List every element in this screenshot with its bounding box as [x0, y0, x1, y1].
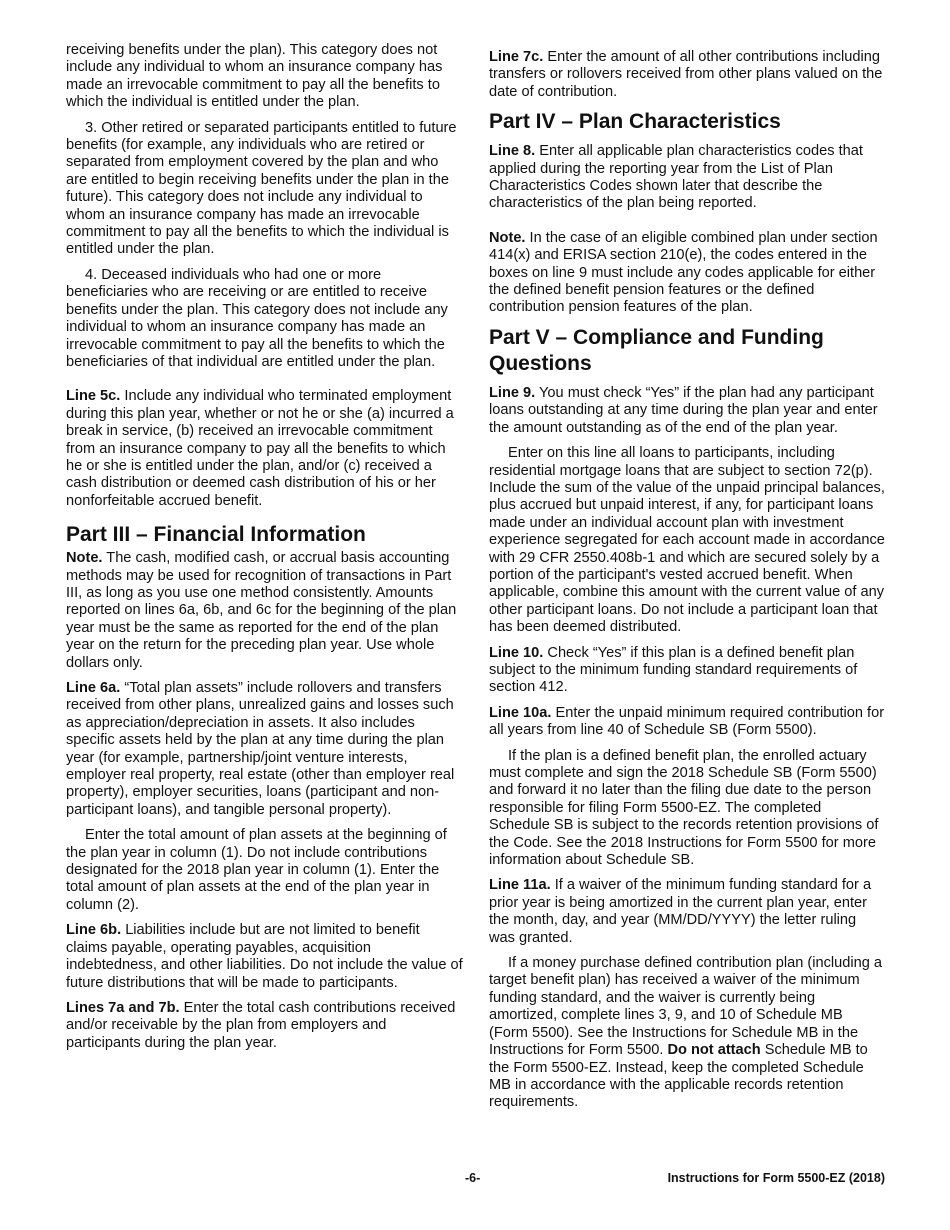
- line-8-text: Enter all applicable plan characteristics codes that applied during the reporting year from the List of Plan Characteristics Codes shown later that describe the characteristics of the plan being reported.: [489, 143, 863, 212]
- line-5c-text: Include any individual who terminated employment during this plan year, whether or not he or she (a) incurred a break in service, (b) received an irrevocable commitment from an insurance company to pay all the benefits to which he or she is entitled under the plan, and/or (c) received a cash distribution or deemed cash distribution of his or her nonforfeitable accrued benefit.: [66, 388, 454, 509]
- line-5c-label: Line 5c.: [66, 388, 121, 405]
- document-title: Instructions for Form 5500-EZ (2018): [667, 1171, 885, 1185]
- line-8-label: Line 8.: [489, 143, 536, 160]
- line-10-text: Check “Yes” if this plan is a defined benefit plan subject to the minimum funding standard requirements of section 412.: [489, 644, 858, 696]
- paragraph-line-6b: [66, 922, 463, 992]
- line-9-text: You must check “Yes” if the plan had any participant loans outstanding at any time during the plan year and enter the amount outstanding as of the end of the plan year.: [489, 384, 878, 436]
- paragraph-lines-7a-7b: [66, 1000, 463, 1052]
- part-5-heading: Part V – Compliance and Funding Questions: [489, 325, 824, 375]
- part-3-heading: Part III – Financial Information: [66, 523, 366, 547]
- lines-7a-7b-text: Enter the total cash contributions received and/or receivable by the plan from employers and participants during the plan year.: [66, 999, 456, 1051]
- line-7c-label: Line 7c.: [489, 49, 544, 65]
- paragraph-line-5c: [66, 388, 463, 510]
- line-6a-text: “Total plan assets” include rollovers and transfers received from other plans, unrealized gains and losses such as appreciation/depreciation in assets. It also includes specific assets held by the plan at any time during the plan year (for example, partnership/joint venture interests, employer real property, real estate (other than employer real property), employer securities, loans (participant and non-participant loans), and tangible personal property).: [66, 680, 455, 818]
- line-11a-label: Line 11a.: [489, 877, 551, 894]
- paragraph-line-8: [489, 143, 885, 213]
- lines-7a-7b-label: Lines 7a and 7b.: [66, 999, 180, 1016]
- note-text: In the case of an eligible combined plan under section 414(x) and ERISA section 210(e), the codes entered in the boxes on line 9 must include any codes applicable for either the defined benefit pension features or the defined contribution pension features of the plan.: [489, 229, 878, 316]
- paragraph-line-10a-continued: If the plan is a defined benefit plan, the enrolled actuary must complete and sign the 2018 Schedule SB (Form 5500) and forward it no later than the filing due date to the person responsible for filing Form 5500-EZ. The completed Schedule SB is subject to the records retention provisions of the Code. See the 2018 Instructions for Form 5500 for more information about Schedule SB.: [489, 747, 879, 869]
- paragraph-line-6a-continued: Enter the total amount of plan assets at the beginning of the plan year in column (1). Do not include contributions designated for the 2018 plan year in column (1). Enter the total amount of plan assets at the end of the plan year in column (2).: [66, 827, 447, 913]
- line-11a-p2-text-a: If a money purchase defined contribution plan (including a target benefit plan) has received a waiver of the minimum funding standard, and the waiver is currently being amortized, complete lines 3, 9, and 10 of Schedule MB (Form 5500). See the Instructions for Schedule MB in the Instructions for Form 5500.: [489, 955, 883, 1059]
- line-6b-label: Line 6b.: [66, 922, 122, 939]
- note-label: Note.: [489, 229, 526, 246]
- note-text: The cash, modified cash, or accrual basis accounting methods may be used for recognition of transactions in Part III, as long as you use one method consistently. Amounts reported on lines 6a, 6b, and 6c for the beginning of the plan year must be the same as reported for the end of the plan year on the return for the preceding plan year. Use whole dollars only.: [66, 550, 457, 671]
- line-7c-text: Enter the amount of all other contributions including transfers or rollovers received from other plans valued on the date of contribution.: [489, 49, 883, 100]
- paragraph-line-10a: [489, 705, 885, 740]
- paragraph-category-4: 4. Deceased individuals who had one or more beneficiaries who are receiving or are entitled to receive benefits under the plan. This category does not include any individual to whom an insurance company has made an irrevocable commitment to pay all the benefits to which the beneficiaries of that individual are entitled under the plan.: [66, 266, 448, 370]
- line-10a-text: Enter the unpaid minimum required contribution for all years from line 40 of Schedule SB (Form 5500).: [489, 704, 885, 739]
- paragraph-line-9-continued: Enter on this line all loans to participants, including residential mortgage loans that are subject to section 72(p). Include the sum of the value of the unpaid principal balances, plus accrued but unpaid interest, if any, for participant loans made under an individual account plan with investment experience segregated for each account made in accordance with 29 CFR 2550.408b-1 and which are secured solely by a portion of the participant's vested accrued benefit. When applicable, combine this amount with the current value of any other participant loans. Do not include a participant loan that has been deemed distributed.: [489, 445, 885, 636]
- page-number: -6-: [465, 1171, 481, 1185]
- line-6b-text: Liabilities include but are not limited to benefit claims payable, operating payables, acquisition indebtedness, and other liabilities. Do not include the value of future distributions that will be made to participants.: [66, 922, 463, 991]
- line-10a-label: Line 10a.: [489, 704, 552, 721]
- left-column: [66, 42, 463, 1060]
- line-11a-text: If a waiver of the minimum funding standard for a prior year is being amortized in the current plan year, enter the month, day, and year (MM/DD/YYYY) the letter ruling was granted.: [489, 877, 872, 946]
- paragraph-category-3: 3. Other retired or separated participants entitled to future benefits (for example, any individuals who are retired or separated from employment covered by the plan and who are entitled to begin receiving benefits under the plan in the future). This category does not include any individual to whom an insurance company has made an irrevocable commitment to pay all the benefits to which the individual is entitled under the plan.: [66, 119, 457, 258]
- paragraph-part-3-note: [66, 550, 463, 672]
- paragraph-line-7c: [489, 49, 885, 101]
- paragraph-line-11a-continued: [489, 955, 885, 1112]
- paragraph-part-4-note: [489, 230, 885, 317]
- paragraph-line-10: [489, 645, 885, 697]
- line-9-label: Line 9.: [489, 384, 536, 401]
- do-not-attach-emphasis: Do not attach: [667, 1042, 761, 1059]
- paragraph-line-9: [489, 385, 885, 437]
- line-10-label: Line 10.: [489, 644, 544, 661]
- paragraph-line-6a: [66, 680, 463, 819]
- line-6a-label: Line 6a.: [66, 680, 121, 696]
- part-4-heading: Part IV – Plan Characteristics: [489, 110, 781, 134]
- line-11a-p2-text-b: Schedule MB to the Form 5500-EZ. Instead, keep the completed Schedule MB in accordance with the applicable records retention requirements.: [489, 1042, 868, 1111]
- page-footer: [66, 1170, 885, 1188]
- right-column: [489, 49, 885, 1120]
- note-label: Note.: [66, 550, 103, 567]
- paragraph-line-11a: [489, 877, 885, 947]
- paragraph-category-2-continued: receiving benefits under the plan). This category does not include any individual to whom an insurance company has made an irrevocable commitment to pay all the benefits to which the individual is entitled under the plan.: [66, 42, 443, 111]
